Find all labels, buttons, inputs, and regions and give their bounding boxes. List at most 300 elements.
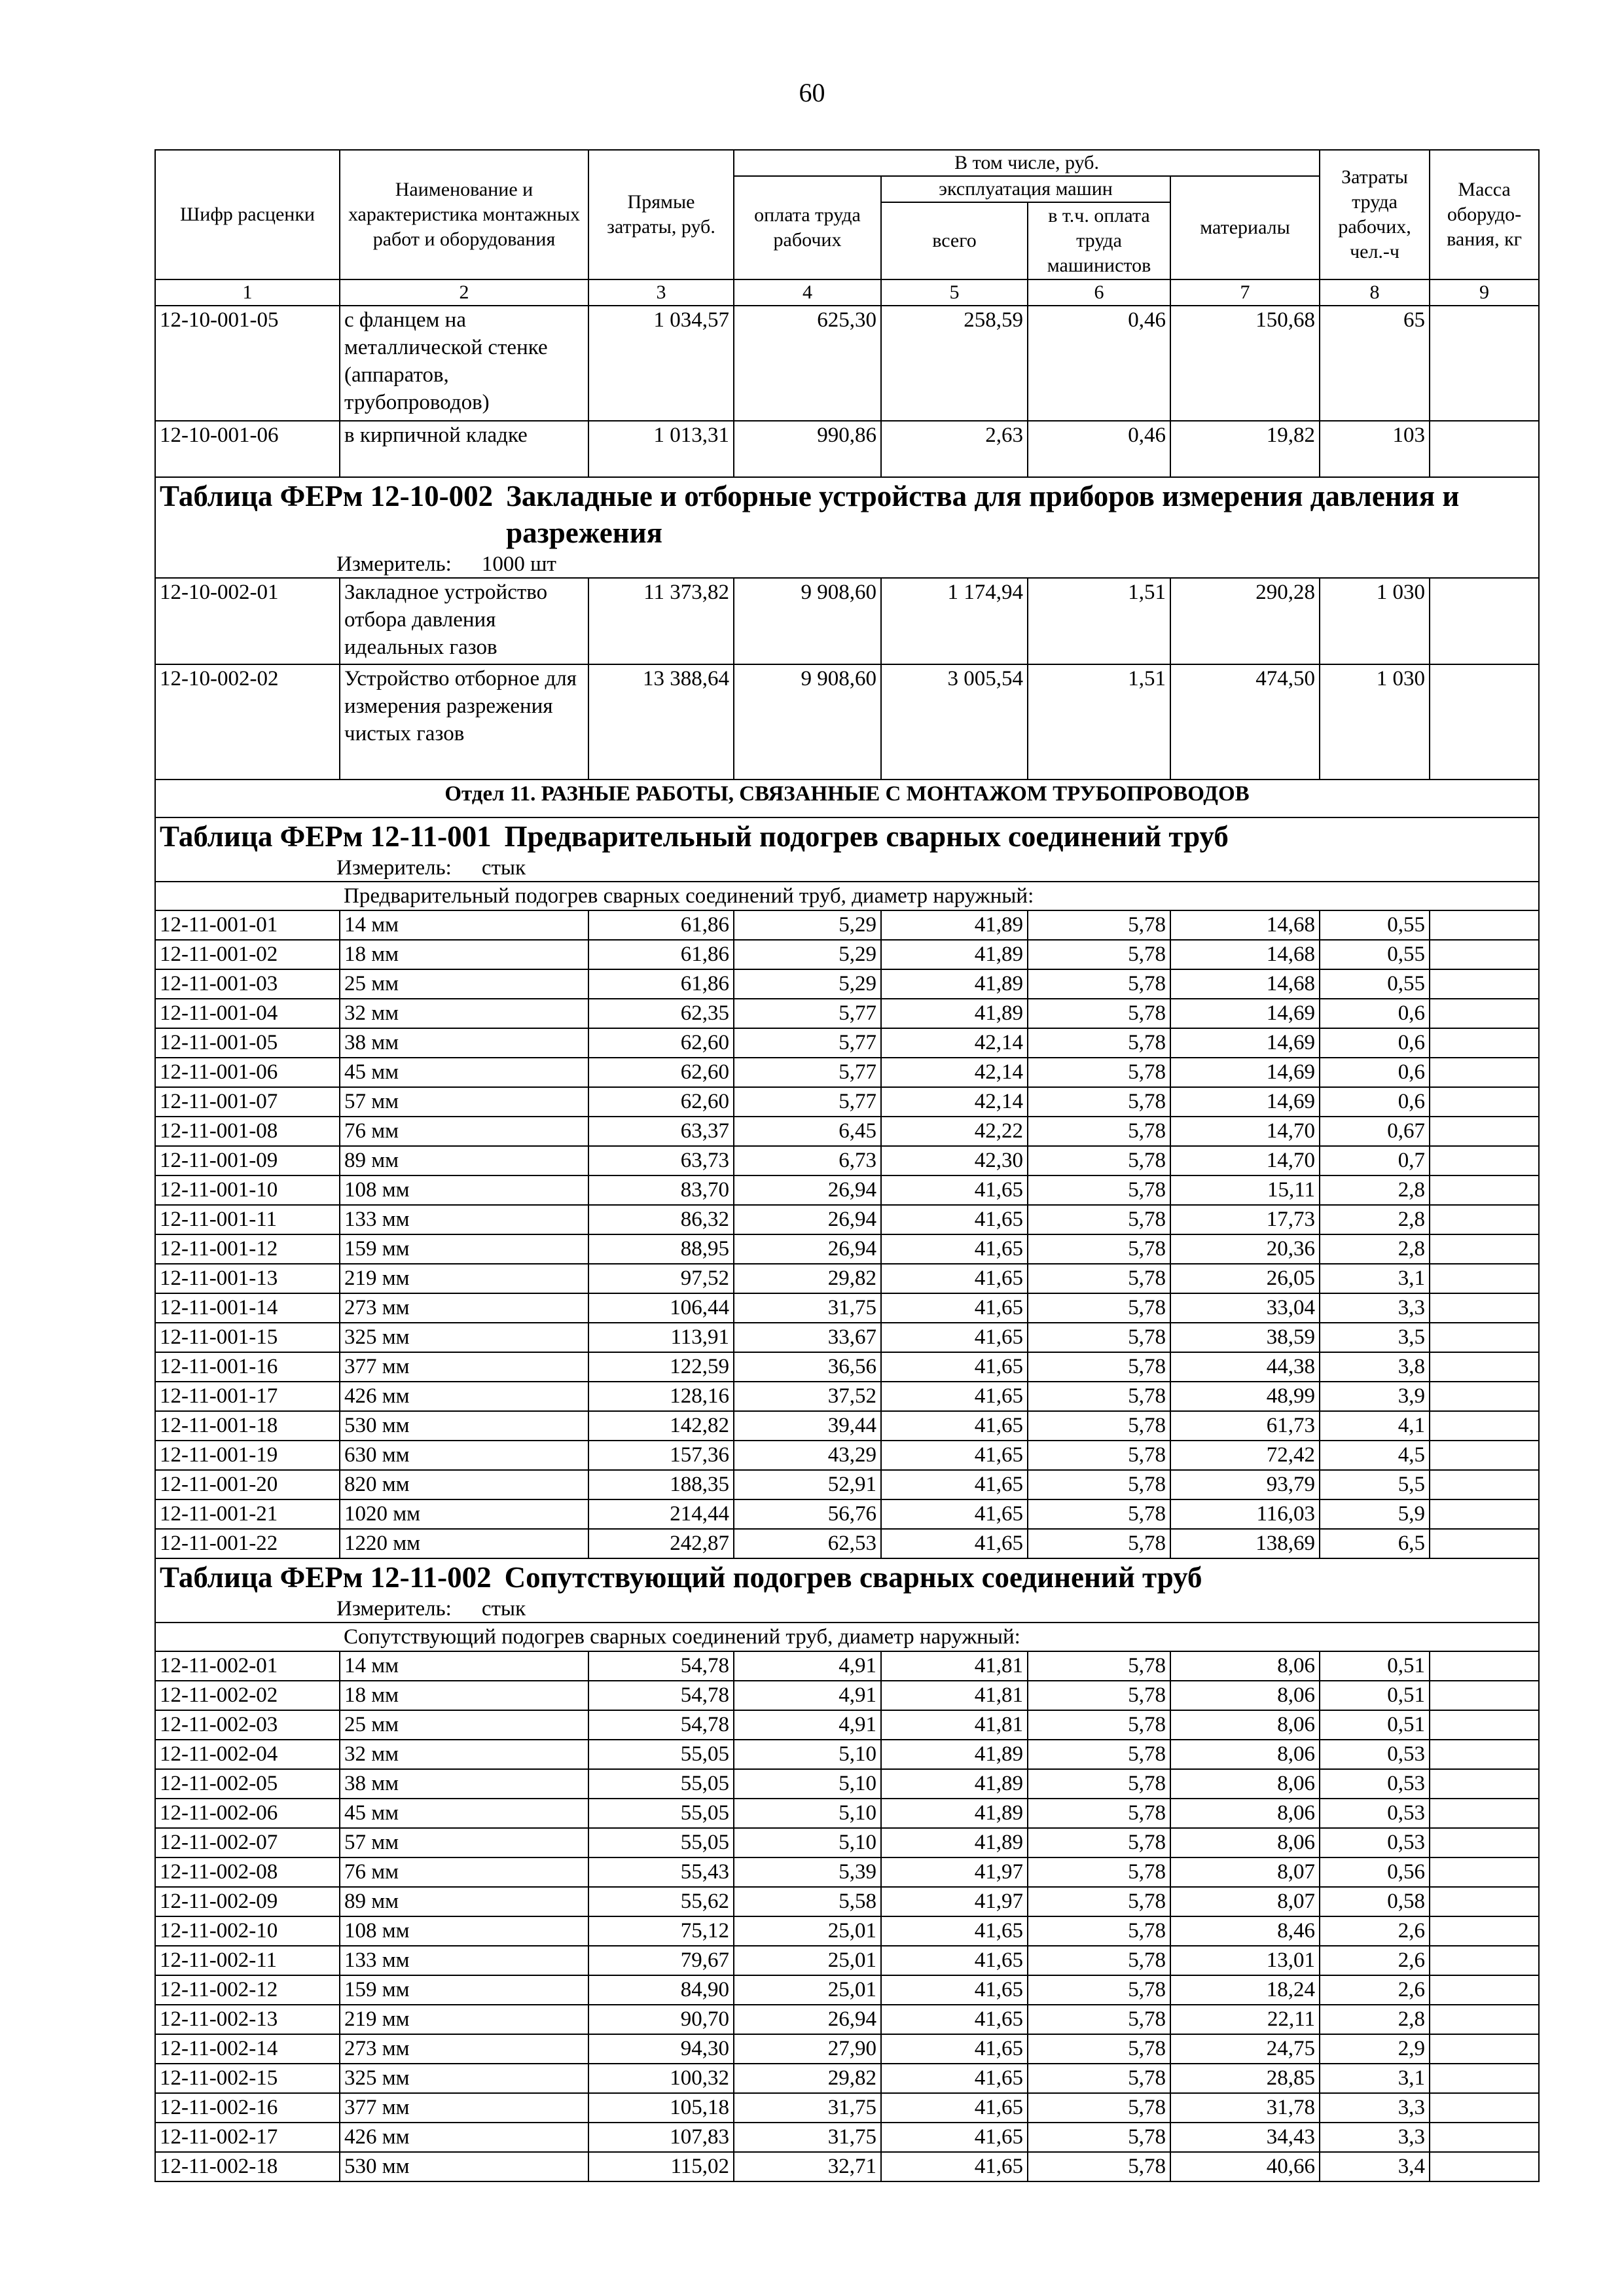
row-direct: 79,67: [588, 1946, 734, 1975]
row-wages: 5,77: [734, 1087, 881, 1117]
row-name: 273 мм: [340, 1293, 588, 1323]
row-machines: 41,65: [881, 1441, 1028, 1470]
row-name: 273 мм: [340, 2034, 588, 2064]
row-name: 38 мм: [340, 1769, 588, 1799]
row-machines: 41,65: [881, 2093, 1028, 2123]
row-machinist-wages: 5,78: [1028, 1975, 1170, 2005]
row-name: 89 мм: [340, 1146, 588, 1175]
section-title: Отдел 11. РАЗНЫЕ РАБОТЫ, СВЯЗАННЫЕ С МОНТАЖОМ ТРУБОПРОВОДОВ: [155, 780, 1539, 817]
row-code: 12-11-001-05: [155, 1028, 340, 1058]
row-direct: 242,87: [588, 1529, 734, 1558]
row-name: 159 мм: [340, 1234, 588, 1264]
row-code: 12-11-001-21: [155, 1499, 340, 1529]
header-code: Шифр расценки: [155, 150, 340, 279]
row-labor: 0,67: [1320, 1117, 1430, 1146]
table-heading: [155, 817, 1539, 882]
meter-unit: стык: [481, 856, 526, 880]
table-meter: [160, 855, 1534, 881]
table-row: [155, 1087, 1539, 1117]
row-machinist-wages: 5,78: [1028, 1916, 1170, 1946]
row-materials: 14,69: [1170, 1028, 1320, 1058]
row-name: 159 мм: [340, 1975, 588, 2005]
row-name: 219 мм: [340, 1264, 588, 1293]
row-direct: 84,90: [588, 1975, 734, 2005]
page-number: 60: [799, 78, 825, 107]
row-direct: 55,05: [588, 1769, 734, 1799]
row-labor: 65: [1320, 306, 1430, 421]
row-materials: 14,68: [1170, 910, 1320, 940]
header-mass: Масса оборудо-вания, кг: [1430, 150, 1539, 279]
header-materials: материалы: [1170, 176, 1320, 279]
table-heading-row: [155, 477, 1539, 578]
table-row: [155, 940, 1539, 969]
row-mass: [1430, 1234, 1539, 1264]
row-code: 12-11-002-16: [155, 2093, 340, 2123]
row-machines: 41,65: [881, 1411, 1028, 1441]
row-code: 12-11-002-04: [155, 1740, 340, 1769]
row-machines: 41,81: [881, 1651, 1028, 1681]
row-machines: 41,65: [881, 2152, 1028, 2181]
row-name: 219 мм: [340, 2005, 588, 2034]
column-index-row: [155, 279, 1539, 306]
row-machines: 41,89: [881, 969, 1028, 999]
row-wages: 29,82: [734, 2064, 881, 2093]
row-direct: 61,86: [588, 969, 734, 999]
row-name: 1020 мм: [340, 1499, 588, 1529]
row-direct: 105,18: [588, 2093, 734, 2123]
header-machinist-wages: в т.ч. оплата труда машинистов: [1028, 202, 1170, 279]
header-including: В том числе, руб.: [734, 150, 1320, 176]
row-wages: 26,94: [734, 2005, 881, 2034]
row-name: 76 мм: [340, 1857, 588, 1887]
row-code: 12-11-002-15: [155, 2064, 340, 2093]
row-wages: 25,01: [734, 1975, 881, 2005]
row-mass: [1430, 1828, 1539, 1857]
row-name: 25 мм: [340, 969, 588, 999]
table-row: [155, 1058, 1539, 1087]
column-index: 6: [1028, 279, 1170, 306]
row-machinist-wages: 1,51: [1028, 578, 1170, 664]
row-mass: [1430, 664, 1539, 780]
row-wages: 6,45: [734, 1117, 881, 1146]
table-row: [155, 1205, 1539, 1234]
row-mass: [1430, 1058, 1539, 1087]
row-code: 12-11-001-13: [155, 1264, 340, 1293]
row-labor: 103: [1320, 421, 1430, 477]
row-code: 12-11-001-02: [155, 940, 340, 969]
row-wages: 39,44: [734, 1411, 881, 1441]
row-name: в кирпичной кладке: [340, 421, 588, 477]
row-machinist-wages: 5,78: [1028, 1740, 1170, 1769]
table-row: [155, 306, 1539, 421]
row-code: 12-11-002-01: [155, 1651, 340, 1681]
row-machines: 41,89: [881, 940, 1028, 969]
row-machines: 41,89: [881, 999, 1028, 1028]
row-labor: 2,9: [1320, 2034, 1430, 2064]
table-code: Таблица ФЕРм 12-10-002: [160, 480, 494, 512]
table-row: [155, 421, 1539, 477]
row-code: 12-11-002-02: [155, 1681, 340, 1710]
row-mass: [1430, 1205, 1539, 1234]
row-code: 12-11-001-17: [155, 1382, 340, 1411]
table-row: [155, 2123, 1539, 2152]
row-name: 1220 мм: [340, 1529, 588, 1558]
row-mass: [1430, 1651, 1539, 1681]
table-row: [155, 1499, 1539, 1529]
row-code: 12-11-001-18: [155, 1411, 340, 1441]
row-direct: 107,83: [588, 2123, 734, 2152]
row-labor: 0,7: [1320, 1146, 1430, 1175]
row-mass: [1430, 910, 1539, 940]
row-wages: 4,91: [734, 1681, 881, 1710]
row-materials: 474,50: [1170, 664, 1320, 780]
row-code: 12-11-001-15: [155, 1323, 340, 1352]
row-materials: 20,36: [1170, 1234, 1320, 1264]
row-labor: 0,6: [1320, 1087, 1430, 1117]
row-materials: 116,03: [1170, 1499, 1320, 1529]
table-row: [155, 1146, 1539, 1175]
row-wages: 5,77: [734, 1028, 881, 1058]
row-wages: 990,86: [734, 421, 881, 477]
row-materials: 19,82: [1170, 421, 1320, 477]
row-machinist-wages: 5,78: [1028, 1028, 1170, 1058]
row-machinist-wages: 5,78: [1028, 1651, 1170, 1681]
row-labor: 2,6: [1320, 1916, 1430, 1946]
row-mass: [1430, 1857, 1539, 1887]
table-row: [155, 2034, 1539, 2064]
row-machines: 41,65: [881, 2034, 1028, 2064]
row-mass: [1430, 2064, 1539, 2093]
row-labor: 3,9: [1320, 1382, 1430, 1411]
row-materials: 8,07: [1170, 1887, 1320, 1916]
row-mass: [1430, 1382, 1539, 1411]
row-machinist-wages: 5,78: [1028, 2064, 1170, 2093]
row-name: 38 мм: [340, 1028, 588, 1058]
table-row: [155, 664, 1539, 780]
row-direct: 1 013,31: [588, 421, 734, 477]
row-code: 12-11-001-14: [155, 1293, 340, 1323]
row-machines: 41,89: [881, 910, 1028, 940]
table-row: [155, 1916, 1539, 1946]
row-direct: 55,05: [588, 1740, 734, 1769]
row-code: 12-11-002-03: [155, 1710, 340, 1740]
row-machinist-wages: 0,46: [1028, 306, 1170, 421]
row-code: 12-10-002-02: [155, 664, 340, 780]
row-name: 89 мм: [340, 1887, 588, 1916]
row-name: 57 мм: [340, 1087, 588, 1117]
row-machinist-wages: 5,78: [1028, 1264, 1170, 1293]
row-mass: [1430, 1975, 1539, 2005]
row-machinist-wages: 1,51: [1028, 664, 1170, 780]
row-machines: 42,22: [881, 1117, 1028, 1146]
row-code: 12-11-002-13: [155, 2005, 340, 2034]
row-materials: 14,69: [1170, 1087, 1320, 1117]
row-direct: 63,73: [588, 1146, 734, 1175]
row-wages: 26,94: [734, 1175, 881, 1205]
row-machines: 41,65: [881, 1975, 1028, 2005]
row-direct: 83,70: [588, 1175, 734, 1205]
row-direct: 188,35: [588, 1470, 734, 1499]
row-direct: 55,05: [588, 1828, 734, 1857]
header-direct: Прямые затраты, руб.: [588, 150, 734, 279]
row-mass: [1430, 1681, 1539, 1710]
row-materials: 290,28: [1170, 578, 1320, 664]
table-title-block: [160, 1559, 1534, 1596]
row-machinist-wages: 5,78: [1028, 2123, 1170, 2152]
column-index: 1: [155, 279, 340, 306]
table-row: [155, 1382, 1539, 1411]
row-wages: 62,53: [734, 1529, 881, 1558]
row-machinist-wages: 5,78: [1028, 1087, 1170, 1117]
row-direct: 54,78: [588, 1710, 734, 1740]
row-mass: [1430, 1529, 1539, 1558]
row-name: 820 мм: [340, 1470, 588, 1499]
row-materials: 38,59: [1170, 1323, 1320, 1352]
table-row: [155, 1975, 1539, 2005]
row-mass: [1430, 1411, 1539, 1441]
row-mass: [1430, 999, 1539, 1028]
subheader-row: [155, 1623, 1539, 1651]
row-name: 25 мм: [340, 1710, 588, 1740]
row-materials: 14,69: [1170, 999, 1320, 1028]
row-name: 32 мм: [340, 1740, 588, 1769]
row-materials: 8,06: [1170, 1710, 1320, 1740]
row-machines: 41,65: [881, 1529, 1028, 1558]
row-labor: 1 030: [1320, 578, 1430, 664]
row-name: 426 мм: [340, 2123, 588, 2152]
table-row: [155, 1411, 1539, 1441]
row-labor: 3,4: [1320, 2152, 1430, 2181]
row-mass: [1430, 1028, 1539, 1058]
row-machinist-wages: 5,78: [1028, 2093, 1170, 2123]
meter-unit: 1000 шт: [481, 552, 556, 576]
row-direct: 55,05: [588, 1799, 734, 1828]
row-direct: 157,36: [588, 1441, 734, 1470]
row-materials: 14,68: [1170, 940, 1320, 969]
row-code: 12-11-001-20: [155, 1470, 340, 1499]
row-name: 18 мм: [340, 940, 588, 969]
row-machinist-wages: 5,78: [1028, 1887, 1170, 1916]
table-title: Закладные и отборные устройства для приборов измерения давления и разрежения: [506, 480, 1460, 549]
row-wages: 625,30: [734, 306, 881, 421]
table-row: [155, 2064, 1539, 2093]
row-machines: 2,63: [881, 421, 1028, 477]
row-machines: 41,97: [881, 1857, 1028, 1887]
row-mass: [1430, 1887, 1539, 1916]
row-mass: [1430, 2005, 1539, 2034]
table-row: [155, 910, 1539, 940]
table-heading: [155, 477, 1539, 578]
row-name: Устройство отборное для измерения разрежения чистых газов: [340, 664, 588, 780]
row-materials: 8,06: [1170, 1681, 1320, 1710]
row-machinist-wages: 5,78: [1028, 1499, 1170, 1529]
row-direct: 75,12: [588, 1916, 734, 1946]
row-machinist-wages: 5,78: [1028, 1529, 1170, 1558]
row-machinist-wages: 5,78: [1028, 1681, 1170, 1710]
row-code: 12-10-002-01: [155, 578, 340, 664]
row-machinist-wages: 5,78: [1028, 1946, 1170, 1975]
row-materials: 14,70: [1170, 1146, 1320, 1175]
row-name: 18 мм: [340, 1681, 588, 1710]
row-name: 426 мм: [340, 1382, 588, 1411]
row-wages: 31,75: [734, 1293, 881, 1323]
row-machinist-wages: 5,78: [1028, 1234, 1170, 1264]
row-direct: 106,44: [588, 1293, 734, 1323]
table-row: [155, 1293, 1539, 1323]
row-labor: 0,53: [1320, 1740, 1430, 1769]
row-labor: 0,6: [1320, 999, 1430, 1028]
row-machines: 42,14: [881, 1028, 1028, 1058]
row-mass: [1430, 1799, 1539, 1828]
row-materials: 17,73: [1170, 1205, 1320, 1234]
row-wages: 5,10: [734, 1769, 881, 1799]
row-wages: 26,94: [734, 1234, 881, 1264]
row-name: 14 мм: [340, 1651, 588, 1681]
row-machinist-wages: 5,78: [1028, 1710, 1170, 1740]
row-code: 12-11-001-10: [155, 1175, 340, 1205]
row-name: 325 мм: [340, 2064, 588, 2093]
row-machines: 41,89: [881, 1740, 1028, 1769]
row-wages: 29,82: [734, 1264, 881, 1293]
row-machinist-wages: 5,78: [1028, 1205, 1170, 1234]
row-code: 12-11-001-03: [155, 969, 340, 999]
row-machinist-wages: 5,78: [1028, 1117, 1170, 1146]
row-materials: 22,11: [1170, 2005, 1320, 2034]
row-machines: 42,14: [881, 1087, 1028, 1117]
table-row: [155, 1529, 1539, 1558]
table-row: [155, 1264, 1539, 1293]
row-machines: 1 174,94: [881, 578, 1028, 664]
meter-label: Измеритель:: [336, 552, 452, 576]
row-mass: [1430, 2034, 1539, 2064]
table-row: [155, 1769, 1539, 1799]
table-code: Таблица ФЕРм 12-11-002: [160, 1561, 492, 1594]
row-labor: 0,6: [1320, 1058, 1430, 1087]
row-machines: 3 005,54: [881, 664, 1028, 780]
row-mass: [1430, 1441, 1539, 1470]
column-index: 9: [1430, 279, 1539, 306]
table-row: [155, 1323, 1539, 1352]
row-code: 12-11-001-08: [155, 1117, 340, 1146]
row-wages: 36,56: [734, 1352, 881, 1382]
row-name: 45 мм: [340, 1799, 588, 1828]
row-code: 12-11-002-06: [155, 1799, 340, 1828]
row-direct: 54,78: [588, 1681, 734, 1710]
row-materials: 15,11: [1170, 1175, 1320, 1205]
row-machines: 41,81: [881, 1710, 1028, 1740]
table-subheader: Сопутствующий подогрев сварных соединений труб, диаметр наружный:: [340, 1623, 1539, 1651]
row-machinist-wages: 5,78: [1028, 1352, 1170, 1382]
row-machinist-wages: 5,78: [1028, 1293, 1170, 1323]
row-wages: 5,77: [734, 1058, 881, 1087]
row-labor: 0,53: [1320, 1828, 1430, 1857]
row-wages: 31,75: [734, 2093, 881, 2123]
table-subheader: Предварительный подогрев сварных соединений труб, диаметр наружный:: [340, 882, 1539, 910]
row-direct: 55,43: [588, 1857, 734, 1887]
row-labor: 2,8: [1320, 2005, 1430, 2034]
row-materials: 13,01: [1170, 1946, 1320, 1975]
row-direct: 1 034,57: [588, 306, 734, 421]
row-code: 12-11-001-01: [155, 910, 340, 940]
row-wages: 9 908,60: [734, 578, 881, 664]
row-labor: 0,51: [1320, 1681, 1430, 1710]
table-row: [155, 969, 1539, 999]
table-title-block: [160, 478, 1534, 551]
table-heading-row: [155, 817, 1539, 882]
row-mass: [1430, 1175, 1539, 1205]
row-wages: 31,75: [734, 2123, 881, 2152]
row-wages: 52,91: [734, 1470, 881, 1499]
row-materials: 48,99: [1170, 1382, 1320, 1411]
row-machinist-wages: 5,78: [1028, 1058, 1170, 1087]
row-materials: 44,38: [1170, 1352, 1320, 1382]
row-machines: 41,65: [881, 2005, 1028, 2034]
table-row: [155, 2093, 1539, 2123]
column-index: 4: [734, 279, 881, 306]
row-mass: [1430, 1710, 1539, 1740]
table-row: [155, 1651, 1539, 1681]
row-direct: 88,95: [588, 1234, 734, 1264]
section-row: [155, 780, 1539, 817]
row-mass: [1430, 578, 1539, 664]
table-row: [155, 1799, 1539, 1828]
row-mass: [1430, 2123, 1539, 2152]
row-materials: 34,43: [1170, 2123, 1320, 2152]
row-labor: 3,1: [1320, 2064, 1430, 2093]
table-title: Предварительный подогрев сварных соединений труб: [504, 820, 1229, 853]
row-code: 12-11-001-11: [155, 1205, 340, 1234]
row-labor: 2,8: [1320, 1205, 1430, 1234]
row-materials: 26,05: [1170, 1264, 1320, 1293]
header-machines: эксплуатация машин: [881, 176, 1170, 202]
table-row: [155, 1946, 1539, 1975]
row-materials: 8,07: [1170, 1857, 1320, 1887]
row-mass: [1430, 1117, 1539, 1146]
row-name: 377 мм: [340, 2093, 588, 2123]
row-direct: 54,78: [588, 1651, 734, 1681]
row-direct: 100,32: [588, 2064, 734, 2093]
column-index: 7: [1170, 279, 1320, 306]
row-materials: 61,73: [1170, 1411, 1320, 1441]
row-machinist-wages: 5,78: [1028, 1146, 1170, 1175]
table-row: [155, 1028, 1539, 1058]
row-machines: 41,89: [881, 1799, 1028, 1828]
row-wages: 5,10: [734, 1828, 881, 1857]
row-wages: 5,77: [734, 999, 881, 1028]
row-code: 12-11-002-07: [155, 1828, 340, 1857]
row-code: 12-11-001-19: [155, 1441, 340, 1470]
row-name: 32 мм: [340, 999, 588, 1028]
table-row: [155, 1887, 1539, 1916]
row-direct: 63,37: [588, 1117, 734, 1146]
column-index: 5: [881, 279, 1028, 306]
row-labor: 6,5: [1320, 1529, 1430, 1558]
row-mass: [1430, 1087, 1539, 1117]
row-machinist-wages: 5,78: [1028, 1857, 1170, 1887]
row-wages: 5,29: [734, 910, 881, 940]
table-meter: [160, 1596, 1534, 1622]
row-name: 530 мм: [340, 2152, 588, 2181]
row-machinist-wages: 5,78: [1028, 2152, 1170, 2181]
row-direct: 62,35: [588, 999, 734, 1028]
table-row: [155, 1352, 1539, 1382]
row-wages: 33,67: [734, 1323, 881, 1352]
header-machines-total: всего: [881, 202, 1028, 279]
row-mass: [1430, 2093, 1539, 2123]
row-labor: 3,1: [1320, 1264, 1430, 1293]
row-machines: 42,14: [881, 1058, 1028, 1087]
row-name: 133 мм: [340, 1205, 588, 1234]
